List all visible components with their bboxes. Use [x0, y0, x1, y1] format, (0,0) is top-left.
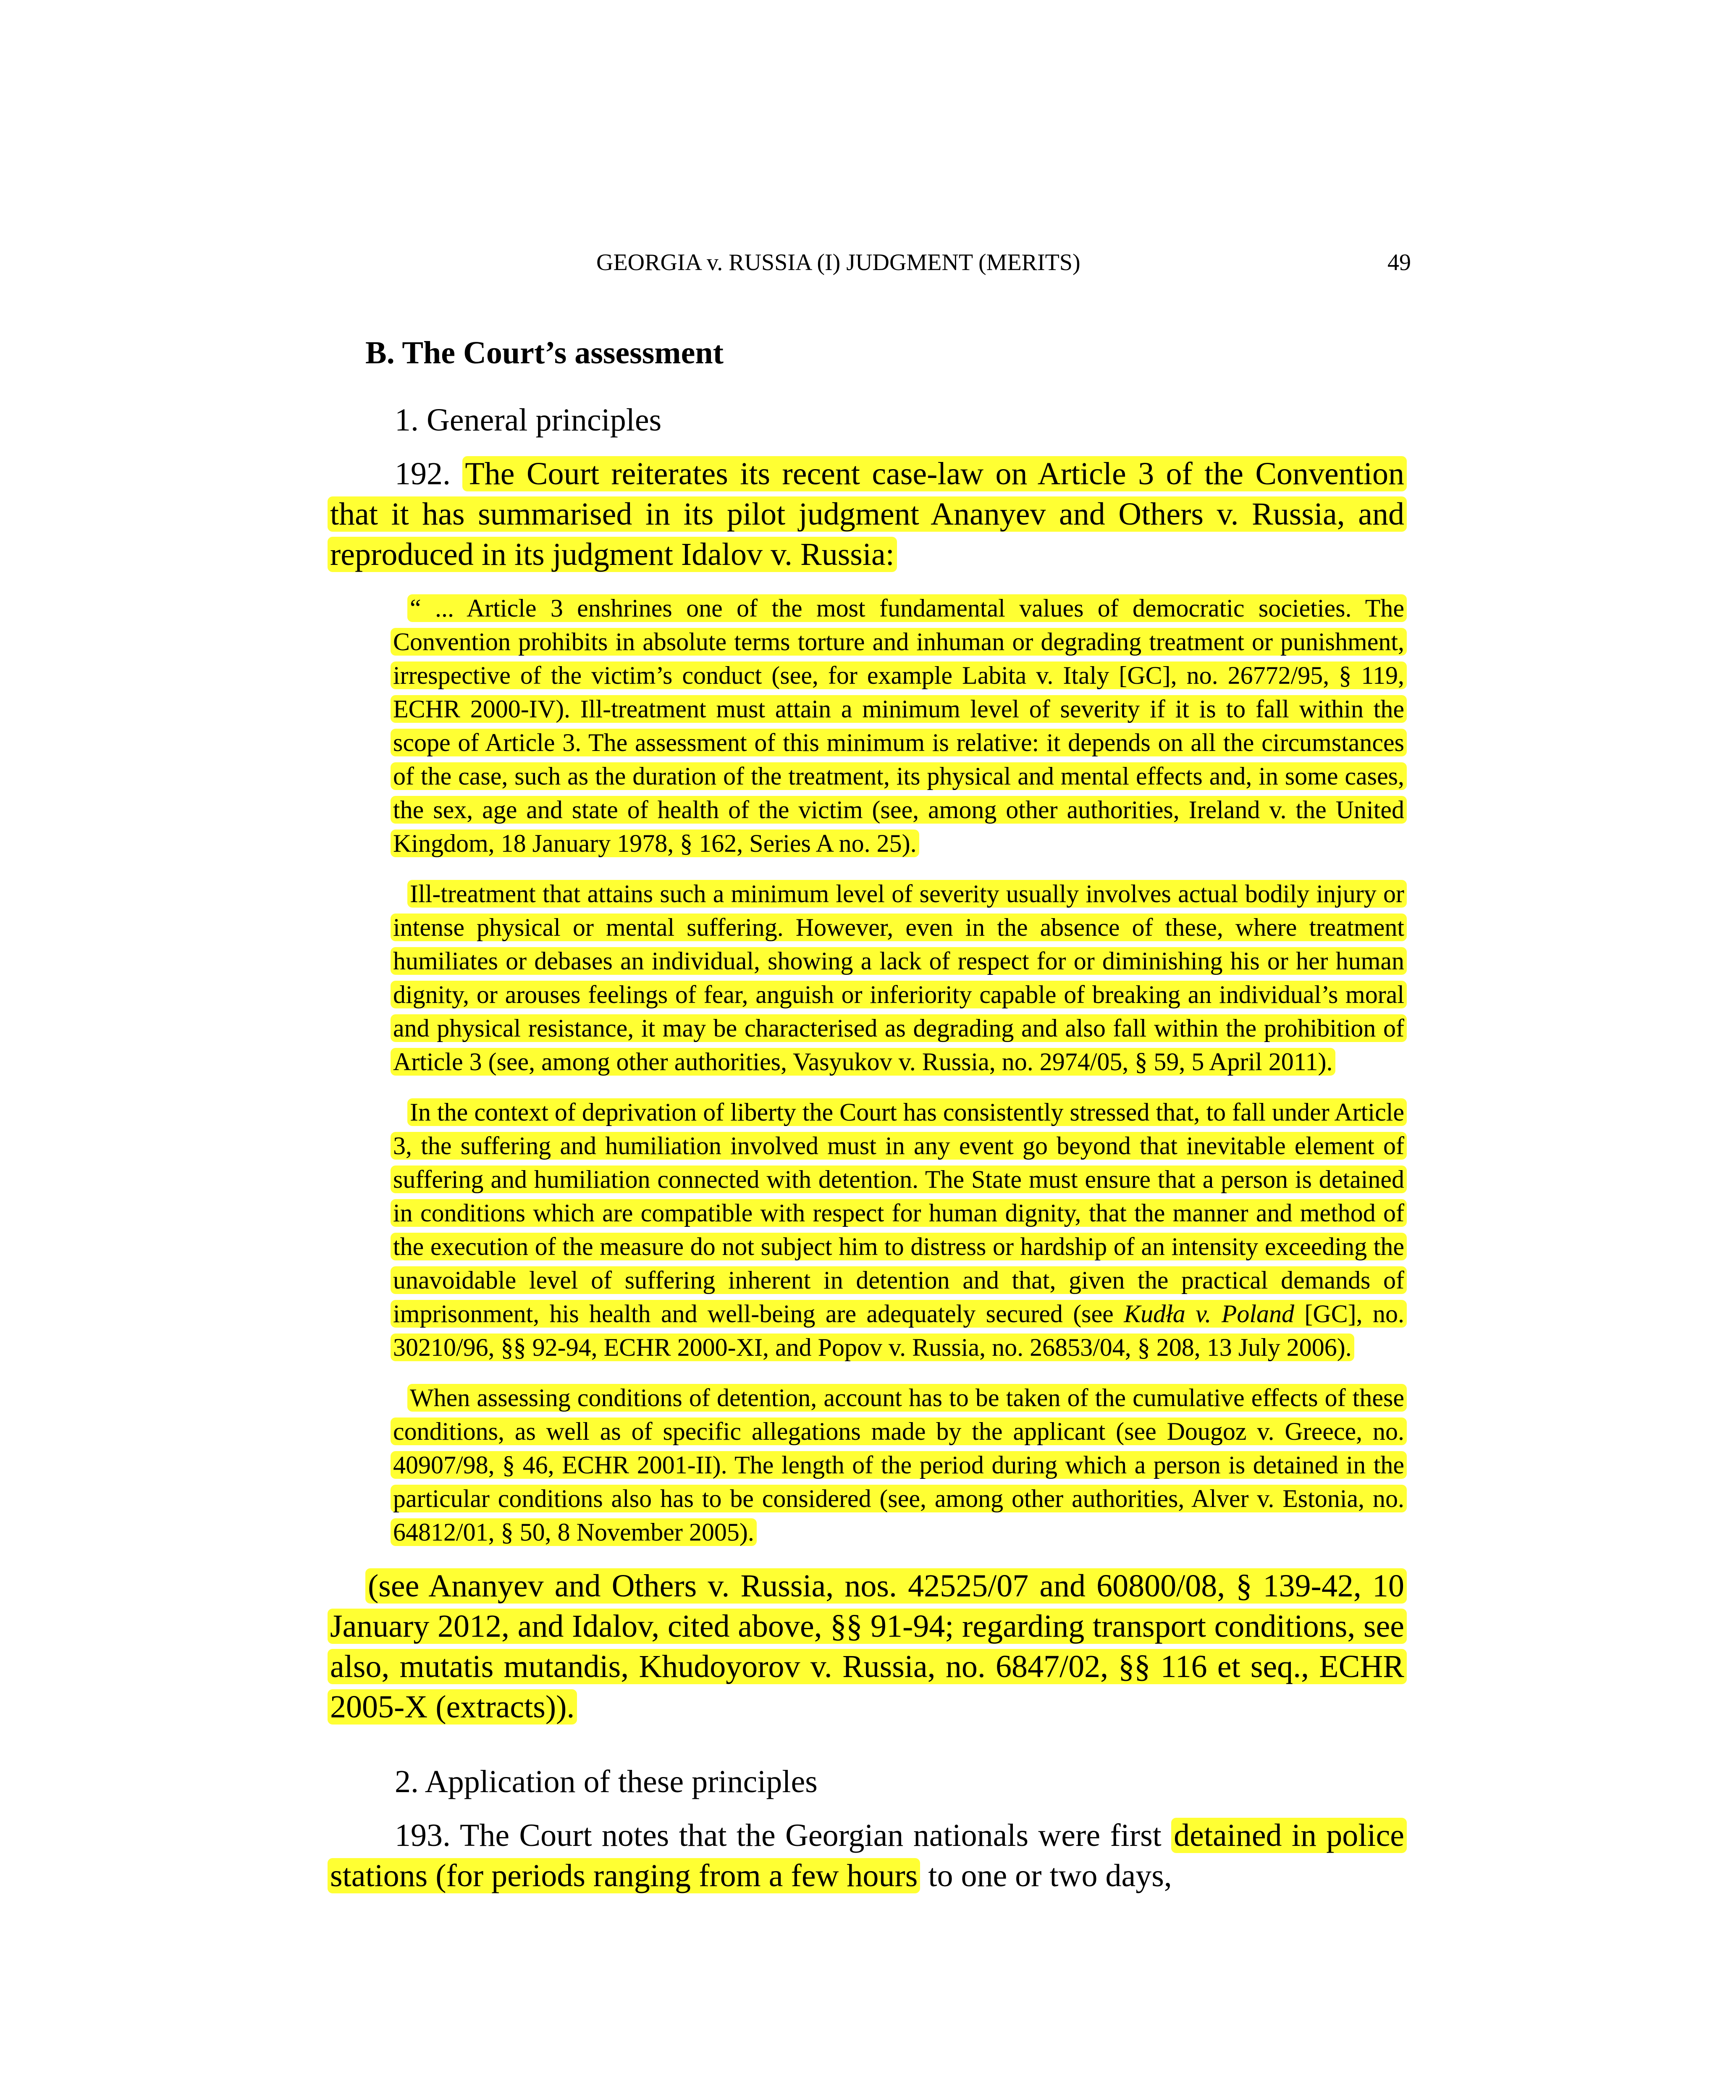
citation-text: (see Ananyev and Others v. Russia, nos. 42525/07 and 60800/08, § 139-42, 10 January 2012, and Idalov, cited above, §§ 91-94; regarding transport conditions, see also, mutatis mutandis, Khudoyorov v. Russia, no. 6847/02, §§ 116 et seq., ECHR 2005-X (extracts)). — [328, 1568, 1407, 1725]
subsection-heading-general-principles: 1. General principles — [395, 402, 662, 438]
paragraph-192 — [328, 454, 1407, 575]
quote-paragraph-1 — [391, 591, 1407, 860]
quote-paragraph-3-text — [391, 1098, 1407, 1361]
section-heading: B. The Court’s assessment — [365, 335, 724, 370]
quote-paragraph-4-text: When assessing conditions of detention, account has to be taken of the cumulative effects of these conditions, as well as of specific allegations made by the applicant (see Dougoz v. Greece, no. 40907/98, § 46, ECHR 2001-II). The length of the period during which a person is detained in the particular conditions also has to be considered (see, among other authorities, Alver v. Estonia, no. 64812/01, § 50, 8 November 2005). — [391, 1384, 1407, 1546]
quote-paragraph-3-text-start: In the context of deprivation of liberty the Court has consistently stressed that, to fall under Article 3, the suffering and humiliation involved must in any event go beyond that inevitable element of suffering and humiliation connected with detention. The State must ensure that a person is detained in conditions which are compatible with respect for human dignity, that the manner and method of the execution of the measure do not subject him to distress or hardship of an intensity exceeding the unavoidable level of suffering inherent in detention and that, given the practical demands of imprisonment, his health and well-being are adequately secured (see — [393, 1098, 1404, 1328]
subsection-heading-application: 2. Application of these principles — [395, 1764, 818, 1799]
case-name-kudla-v-poland: Kudła v. Poland — [1124, 1300, 1295, 1328]
paragraph-193-tail: to one or two days, — [920, 1858, 1172, 1893]
quote-paragraph-2-text: Ill-treatment that attains such a minimum level of severity usually involves actual bodily injury or intense physical or mental suffering. However, even in the absence of these, where treatment humiliates or debases an individual, showing a lack of respect for or diminishing his or her human dignity, or arouses feelings of fear, anguish or inferiority capable of breaking an individual’s moral and physical resistance, it may be characterised as degrading and also fall within the prohibition of Article 3 (see, among other authorities, Vasyukov v. Russia, no. 2974/05, § 59, 5 April 2011). — [391, 880, 1407, 1076]
running-title: GEORGIA v. RUSSIA (I) JUDGMENT (MERITS) — [596, 249, 1080, 276]
paragraph-192-number: 192. — [395, 456, 463, 491]
quotation-block — [391, 591, 1407, 1549]
quote-paragraph-2 — [391, 877, 1407, 1079]
quote-paragraph-3-text-end: [GC], no. 30210/96, §§ 92-94, ECHR 2000‑XI, and Popov v. Russia, no. 26853/04, § 208, 13 July 2006). — [393, 1300, 1405, 1361]
paragraph-193 — [328, 1815, 1407, 1896]
citation-paragraph — [328, 1566, 1407, 1727]
page-header — [328, 244, 1411, 281]
page-number: 49 — [1387, 249, 1411, 276]
quote-paragraph-3 — [391, 1095, 1407, 1364]
document-body — [328, 319, 1407, 1913]
paragraph-193-lead: 193. The Court notes that the Georgian nationals were first — [395, 1818, 1172, 1853]
paragraph-192-highlighted-text: The Court reiterates its recent case-law on Article 3 of the Convention that it has summarised in its pilot judgment Ananyev and Others v. Russia, and reproduced in its judgment Idalov v. Russia: — [328, 456, 1407, 572]
quote-paragraph-4 — [391, 1381, 1407, 1549]
paragraph-193-highlighted-text: detained in police stations (for periods ranging from a few hours — [328, 1818, 1407, 1893]
quote-paragraph-1-text: “ ... Article 3 enshrines one of the most fundamental values of democratic societies. The Convention prohibits in absolute terms torture and inhuman or degrading treatment or punishment, irrespective of the victim’s conduct (see, for example Labita v. Italy [GC], no. 26772/95, § 119, ECHR 2000-IV). Ill-treatment must attain a minimum level of severity if it is to fall within the scope of Article 3. The assessment of this minimum is relative: it depends on all the circumstances of the case, such as the duration of the treatment, its physical and mental effects and, in some cases, the sex, age and state of health of the victim (see, among other authorities, Ireland v. the United Kingdom, 18 January 1978, § 162, Series A no. 25). — [391, 594, 1407, 857]
